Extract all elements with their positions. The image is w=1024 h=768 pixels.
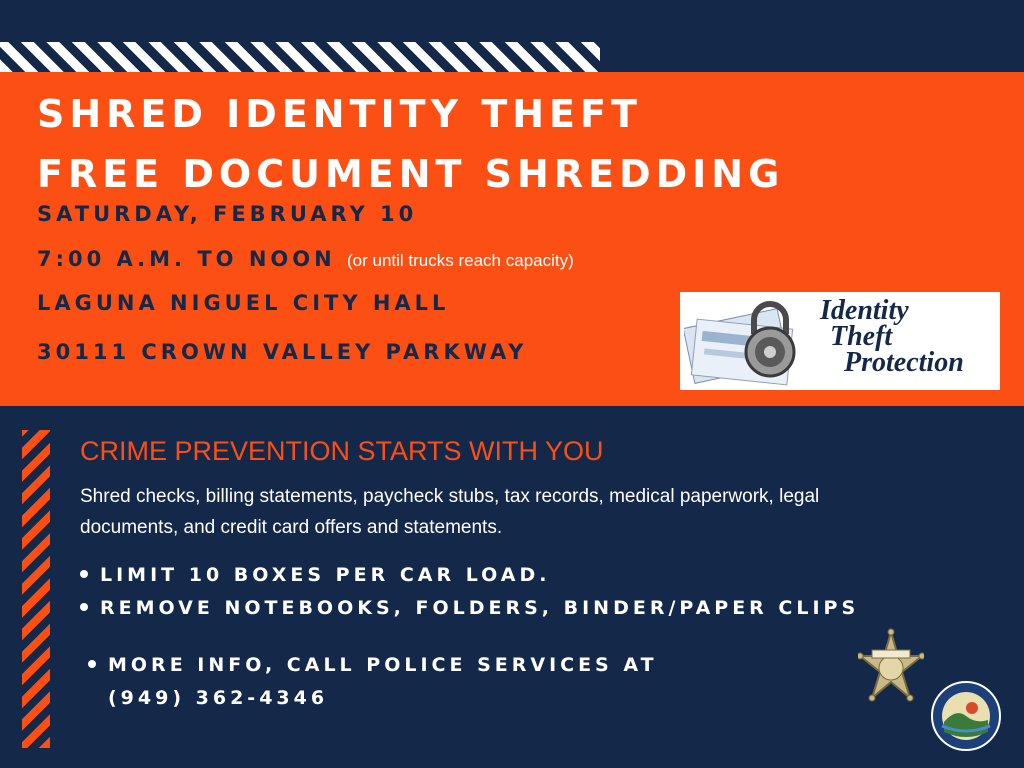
padlock-documents-icon <box>684 294 819 388</box>
crime-prevention-body: Shred checks, billing statements, paycheck stubs, tax records, medical paperwork, legal documents, and credit card offers and statements. <box>80 486 820 538</box>
logo-text <box>820 295 964 378</box>
event-time: 7:00 A.M. TO NOON <box>37 247 336 271</box>
list-item <box>80 597 859 630</box>
city-seal-icon <box>930 680 1002 752</box>
event-location: LAGUNA NIGUEL CITY HALL <box>37 291 450 315</box>
bullet-list <box>80 564 859 630</box>
more-info-line-1: MORE INFO, CALL POLICE SERVICES AT <box>108 654 658 676</box>
crime-prevention-title: CRIME PREVENTION STARTS WITH YOU <box>80 436 604 466</box>
sheriff-star-badge-icon <box>858 628 924 712</box>
bullet-icon <box>80 570 88 578</box>
event-time-row <box>37 247 574 271</box>
logo-text-line-3: Protection <box>844 347 964 378</box>
headline-line-2: FREE DOCUMENT SHREDDING <box>37 152 785 196</box>
event-date: SATURDAY, FEBRUARY 10 <box>37 202 418 226</box>
bullet-text: REMOVE NOTEBOOKS, FOLDERS, BINDER/PAPER CLIPS <box>100 597 860 619</box>
event-time-note: (or until trucks reach capacity) <box>347 251 574 270</box>
top-stripe-decoration <box>0 42 600 72</box>
more-info <box>88 649 658 715</box>
logo-text-line-2: Theft <box>830 321 893 352</box>
side-stripe-decoration <box>22 430 50 748</box>
phone-number: (949) 362-4346 <box>108 687 329 709</box>
headline-line-1: SHRED IDENTITY THEFT <box>37 92 642 136</box>
bullet-text: LIMIT 10 BOXES PER CAR LOAD. <box>100 564 551 586</box>
list-item <box>80 564 859 597</box>
identity-theft-protection-logo <box>680 292 1000 390</box>
bullet-icon <box>80 603 88 611</box>
logo-text-line-1: Identity <box>820 295 909 326</box>
event-address: 30111 CROWN VALLEY PARKWAY <box>37 340 528 364</box>
bullet-icon <box>88 660 96 668</box>
